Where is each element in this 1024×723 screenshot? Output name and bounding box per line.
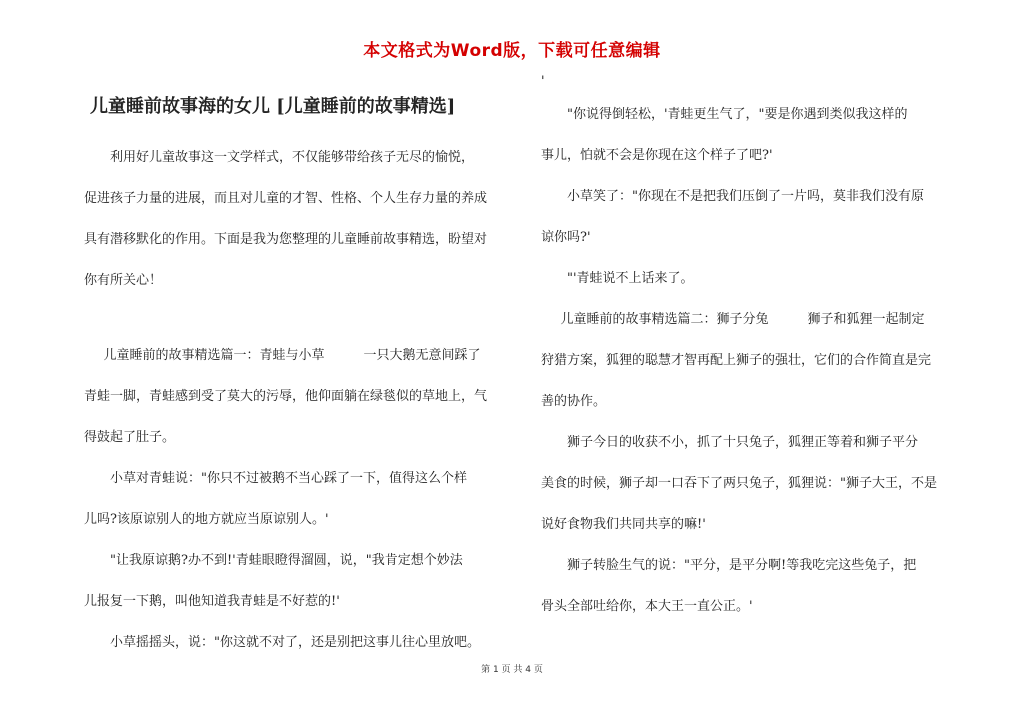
spacer	[84, 301, 514, 335]
paragraph-line: 美食的时候，狮子却一口吞下了两只兔子，狐狸说："狮子大王，不是	[541, 476, 937, 491]
paragraph-line: 青蛙一脚，青蛙感到受了莫大的污辱，他仰面躺在绿毯似的草地上，气	[84, 389, 488, 404]
word-format-banner: 本文格式为Word版，下载可任意编辑	[363, 41, 661, 61]
page-number: 第 1 页 共 4 页	[481, 665, 543, 675]
paragraph-line: 你有所关心！	[84, 273, 163, 288]
paragraph-line: 谅你吗?'	[541, 230, 591, 245]
paragraph-line: 狮子今日的收获不小，抓了十只兔子，狐狸正等着和狮子平分	[567, 435, 919, 450]
paragraph-line: 小草摇摇头，说："你这就不对了，还是别把这事儿往心里放吧。	[110, 635, 480, 650]
paragraph-line: 事儿，怕就不会是你现在这个样子了吧?'	[541, 148, 773, 163]
paragraph-line: 促进孩子力量的进展，而且对儿童的才智、性格、个人生存力量的养成	[84, 191, 488, 206]
paragraph-line: 利用好儿童故事这一文学样式，不仅能够带给孩子无尽的愉悦，	[110, 150, 475, 165]
paragraph-line: 善的协作。	[541, 394, 607, 409]
left-column	[84, 137, 514, 663]
paragraph-line: 儿童睡前的故事精选篇二：狮子分兔 狮子和狐狸一起制定	[560, 312, 925, 327]
paragraph-line: 儿报复一下鹅，叫他知道我青蛙是不好惹的!'	[84, 594, 340, 609]
stray-mark: '	[541, 74, 545, 89]
paragraph-line: 小草对青蛙说："你只不过被鹅不当心踩了一下，值得这么个样	[110, 471, 467, 486]
paragraph-line: "让我原谅鹅?办不到!'青蛙眼瞪得溜圆，说，"我肯定想个妙法	[110, 553, 463, 568]
paragraph-line: 小草笑了："你现在不是把我们压倒了一片吗，莫非我们没有原	[567, 189, 924, 204]
paragraph-line: 狮子转脸生气的说："平分，是平分啊!等我吃完这些兔子，把	[567, 558, 917, 573]
page-title: 儿童睡前故事海的女儿 [儿童睡前的故事精选]	[90, 96, 456, 117]
paragraph-line: 得鼓起了肚子。	[84, 430, 176, 445]
paragraph-line: 说好食物我们共同共享的嘛!'	[541, 517, 706, 532]
right-column	[541, 70, 961, 627]
paragraph-line: 具有潜移默化的作用。下面是我为您整理的儿童睡前故事精选，盼望对	[84, 232, 488, 247]
paragraph-line: 儿吗?该原谅别人的地方就应当原谅别人。'	[84, 512, 329, 527]
paragraph-line: 骨头全部吐给你，本大王一直公正。'	[541, 599, 753, 614]
paragraph-line: "'青蛙说不上话来了。	[567, 271, 694, 286]
paragraph-line: 儿童睡前的故事精选篇一：青蛙与小草 一只大鹅无意间踩了	[103, 348, 481, 363]
paragraph-line: "你说得倒轻松，'青蛙更生气了，"要是你遇到类似我这样的	[567, 107, 908, 122]
paragraph-line: 狩猎方案，狐狸的聪慧才智再配上狮子的强壮，它们的合作简直是完	[541, 353, 932, 368]
